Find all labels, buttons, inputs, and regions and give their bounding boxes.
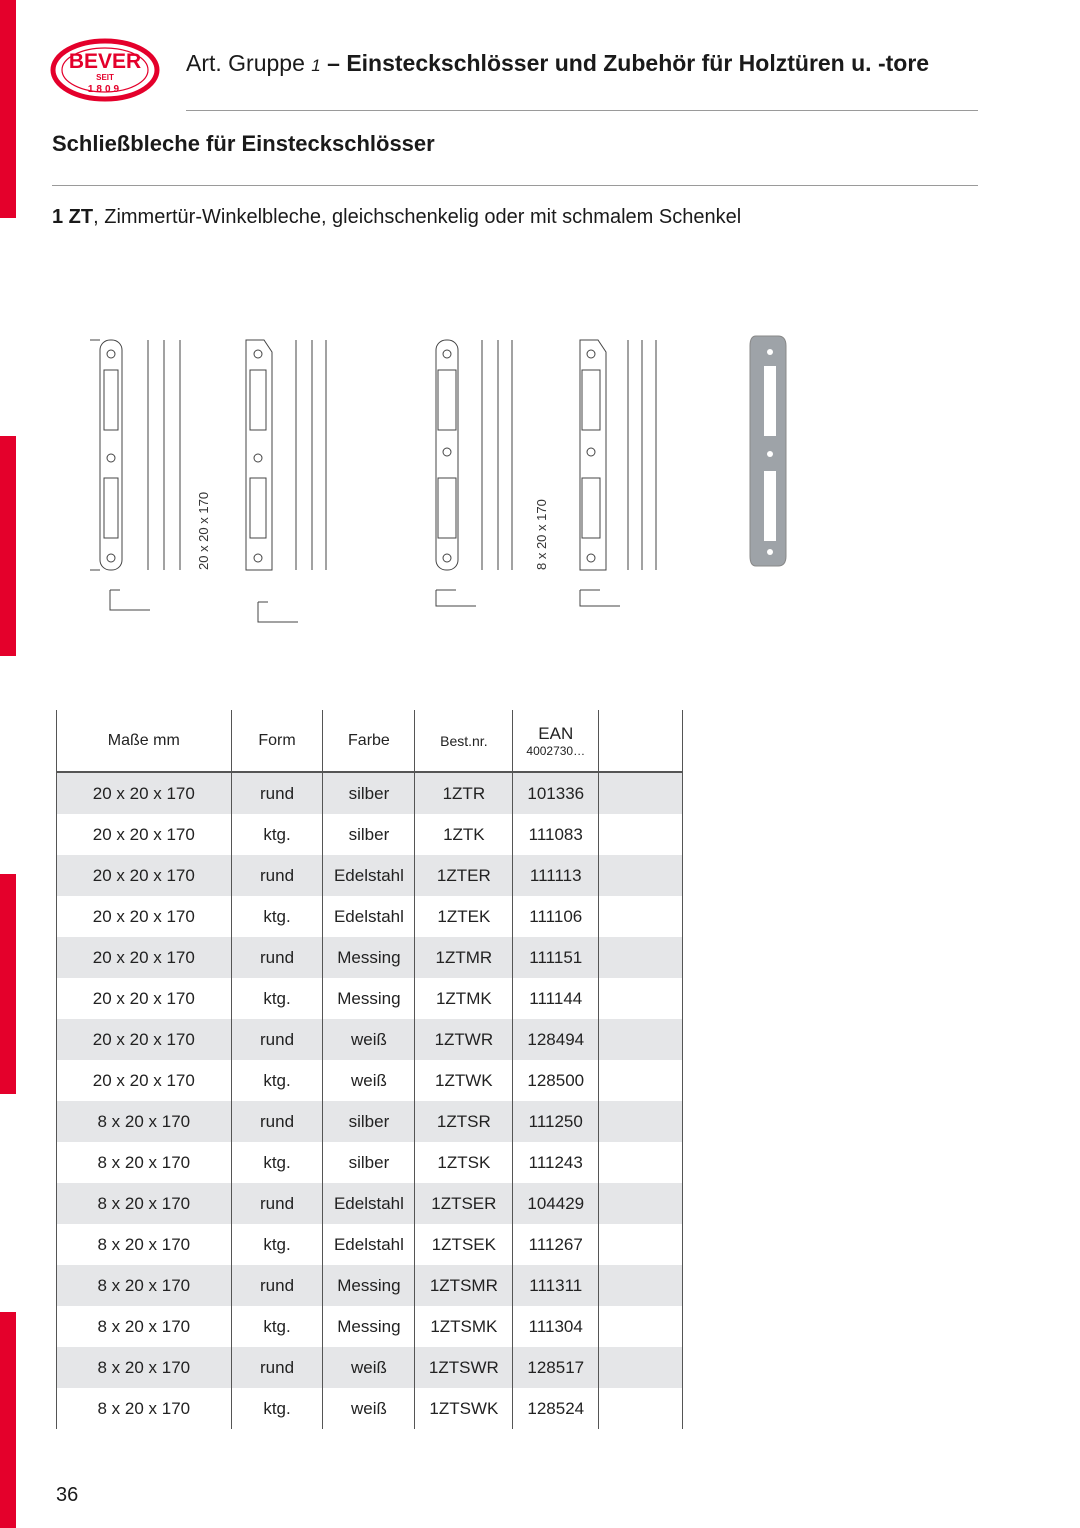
- cell-empty: [599, 1265, 683, 1306]
- cell-form: ktg.: [231, 1142, 323, 1183]
- cell-empty: [599, 1306, 683, 1347]
- cell-form: ktg.: [231, 1388, 323, 1429]
- table-row: [57, 937, 683, 978]
- cell-ean: 128524: [513, 1388, 599, 1429]
- cell-farbe: weiß: [323, 1019, 415, 1060]
- cell-form: ktg.: [231, 1060, 323, 1101]
- cell-farbe: weiß: [323, 1388, 415, 1429]
- page-number: 36: [56, 1484, 79, 1506]
- cell-masse: 20 x 20 x 170: [57, 937, 232, 978]
- cell-empty: [599, 978, 683, 1019]
- cell-form: ktg.: [231, 1306, 323, 1347]
- cell-ean: 111106: [513, 896, 599, 937]
- drawing-strike-plate-1: [90, 340, 180, 610]
- cell-ean: 111304: [513, 1306, 599, 1347]
- table-row: [57, 1101, 683, 1142]
- cell-empty: [599, 1019, 683, 1060]
- drawing-strike-plate-3: [436, 340, 512, 606]
- cell-ean: 128494: [513, 1019, 599, 1060]
- margin-tab: [0, 1312, 16, 1528]
- table-row: [57, 1265, 683, 1306]
- cell-bestnr: 1ZTMK: [415, 978, 513, 1019]
- margin-tab: [0, 436, 16, 656]
- section-title: Schließbleche für Einsteckschlösser: [52, 131, 435, 156]
- cell-masse: 8 x 20 x 170: [57, 1306, 232, 1347]
- cell-farbe: silber: [323, 814, 415, 855]
- cell-form: rund: [231, 1019, 323, 1060]
- cell-masse: 8 x 20 x 170: [57, 1224, 232, 1265]
- table-row: [57, 1142, 683, 1183]
- col-header-ean: EAN 4002730…: [513, 710, 599, 772]
- cell-masse: 8 x 20 x 170: [57, 1265, 232, 1306]
- col-header-bestnr: Best.nr.: [415, 710, 513, 772]
- drawing-strike-plate-2: [246, 340, 326, 622]
- cell-masse: 20 x 20 x 170: [57, 814, 232, 855]
- col-header-form: Form: [231, 710, 323, 772]
- cell-farbe: weiß: [323, 1060, 415, 1101]
- cell-form: ktg.: [231, 814, 323, 855]
- cell-farbe: weiß: [323, 1347, 415, 1388]
- section-divider: [52, 185, 978, 186]
- product-table: [56, 710, 683, 1429]
- cell-masse: 8 x 20 x 170: [57, 1101, 232, 1142]
- cell-empty: [599, 1183, 683, 1224]
- cell-ean: 128517: [513, 1347, 599, 1388]
- cell-form: rund: [231, 772, 323, 814]
- cell-empty: [599, 896, 683, 937]
- header-title: – Einsteckschlösser und Zubehör für Holztüren u. -tore: [327, 50, 930, 76]
- cell-farbe: Messing: [323, 978, 415, 1019]
- logo-brand-text: BEVER: [68, 50, 142, 73]
- table-header-row: [57, 710, 683, 772]
- cell-empty: [599, 937, 683, 978]
- table-row: [57, 978, 683, 1019]
- cell-farbe: Messing: [323, 937, 415, 978]
- cell-ean: 111267: [513, 1224, 599, 1265]
- cell-ean: 104429: [513, 1183, 599, 1224]
- cell-empty: [599, 1142, 683, 1183]
- cell-farbe: silber: [323, 1142, 415, 1183]
- table-row: [57, 1388, 683, 1429]
- cell-bestnr: 1ZTSWK: [415, 1388, 513, 1429]
- drawing-label-8: 8 x 20 x 170: [534, 499, 549, 570]
- table-row: [57, 1060, 683, 1101]
- cell-empty: [599, 1388, 683, 1429]
- cell-masse: 8 x 20 x 170: [57, 1142, 232, 1183]
- cell-form: ktg.: [231, 978, 323, 1019]
- cell-bestnr: 1ZTEK: [415, 896, 513, 937]
- cell-empty: [599, 1060, 683, 1101]
- cell-bestnr: 1ZTSR: [415, 1101, 513, 1142]
- product-photo: [750, 336, 786, 566]
- margin-tab: [0, 874, 16, 1094]
- technical-drawings: [56, 300, 856, 650]
- cell-form: rund: [231, 937, 323, 978]
- cell-ean: 111113: [513, 855, 599, 896]
- cell-farbe: silber: [323, 772, 415, 814]
- cell-bestnr: 1ZTWR: [415, 1019, 513, 1060]
- cell-form: rund: [231, 1347, 323, 1388]
- cell-masse: 20 x 20 x 170: [57, 772, 232, 814]
- cell-masse: 8 x 20 x 170: [57, 1347, 232, 1388]
- cell-form: rund: [231, 855, 323, 896]
- table-row: [57, 1306, 683, 1347]
- cell-empty: [599, 1347, 683, 1388]
- cell-farbe: Edelstahl: [323, 896, 415, 937]
- col-header-masse: Maße mm: [57, 710, 232, 772]
- col-header-empty: [599, 710, 683, 772]
- drawing-label-20: 20 x 20 x 170: [196, 491, 211, 570]
- cell-masse: 20 x 20 x 170: [57, 855, 232, 896]
- cell-ean: 111144: [513, 978, 599, 1019]
- cell-bestnr: 1ZTSMR: [415, 1265, 513, 1306]
- cell-ean: 111250: [513, 1101, 599, 1142]
- table-row: [57, 772, 683, 814]
- cell-bestnr: 1ZTMR: [415, 937, 513, 978]
- cell-form: ktg.: [231, 1224, 323, 1265]
- cell-masse: 8 x 20 x 170: [57, 1388, 232, 1429]
- table-row: [57, 814, 683, 855]
- table-row: [57, 896, 683, 937]
- group-number: 1: [311, 56, 321, 75]
- cell-bestnr: 1ZTSWR: [415, 1347, 513, 1388]
- product-code: 1 ZT: [52, 206, 94, 228]
- cell-farbe: Messing: [323, 1306, 415, 1347]
- drawing-strike-plate-4: [580, 340, 656, 606]
- table-row: [57, 1347, 683, 1388]
- cell-bestnr: 1ZTSK: [415, 1142, 513, 1183]
- cell-form: ktg.: [231, 896, 323, 937]
- table-row: [57, 1019, 683, 1060]
- cell-ean: 128500: [513, 1060, 599, 1101]
- table-row: [57, 1224, 683, 1265]
- header-divider: [186, 110, 978, 111]
- cell-bestnr: 1ZTSMK: [415, 1306, 513, 1347]
- cell-empty: [599, 772, 683, 814]
- cell-ean: 111311: [513, 1265, 599, 1306]
- col-header-farbe: Farbe: [323, 710, 415, 772]
- cell-bestnr: 1ZTR: [415, 772, 513, 814]
- cell-masse: 20 x 20 x 170: [57, 978, 232, 1019]
- cell-form: rund: [231, 1183, 323, 1224]
- cell-form: rund: [231, 1265, 323, 1306]
- cell-masse: 20 x 20 x 170: [57, 1019, 232, 1060]
- cell-empty: [599, 1224, 683, 1265]
- ean-prefix: 4002730…: [526, 743, 586, 758]
- cell-ean: 111083: [513, 814, 599, 855]
- cell-ean: 111243: [513, 1142, 599, 1183]
- cell-ean: 101336: [513, 772, 599, 814]
- logo-since-text: SEIT: [96, 73, 114, 82]
- cell-bestnr: 1ZTSEK: [415, 1224, 513, 1265]
- table-row: [57, 855, 683, 896]
- cell-bestnr: 1ZTWK: [415, 1060, 513, 1101]
- cell-masse: 8 x 20 x 170: [57, 1183, 232, 1224]
- cell-bestnr: 1ZTK: [415, 814, 513, 855]
- cell-masse: 20 x 20 x 170: [57, 896, 232, 937]
- bever-logo: [50, 38, 160, 102]
- table-row: [57, 1183, 683, 1224]
- cell-empty: [599, 1101, 683, 1142]
- group-label: Art. Gruppe 1: [186, 50, 321, 76]
- cell-bestnr: 1ZTER: [415, 855, 513, 896]
- cell-ean: 111151: [513, 937, 599, 978]
- margin-tab: [0, 0, 16, 218]
- cell-farbe: silber: [323, 1101, 415, 1142]
- cell-form: rund: [231, 1101, 323, 1142]
- cell-bestnr: 1ZTSER: [415, 1183, 513, 1224]
- cell-farbe: Edelstahl: [323, 855, 415, 896]
- page-header: [186, 50, 929, 77]
- cell-masse: 20 x 20 x 170: [57, 1060, 232, 1101]
- cell-farbe: Edelstahl: [323, 1224, 415, 1265]
- cell-farbe: Edelstahl: [323, 1183, 415, 1224]
- logo-year-text: 1809: [87, 84, 123, 95]
- cell-farbe: Messing: [323, 1265, 415, 1306]
- product-description: , Zimmertür-Winkelbleche, gleichschenkelig oder mit schmalem Schenkel: [93, 206, 742, 228]
- cell-empty: [599, 855, 683, 896]
- product-subheading: [52, 206, 741, 229]
- cell-empty: [599, 814, 683, 855]
